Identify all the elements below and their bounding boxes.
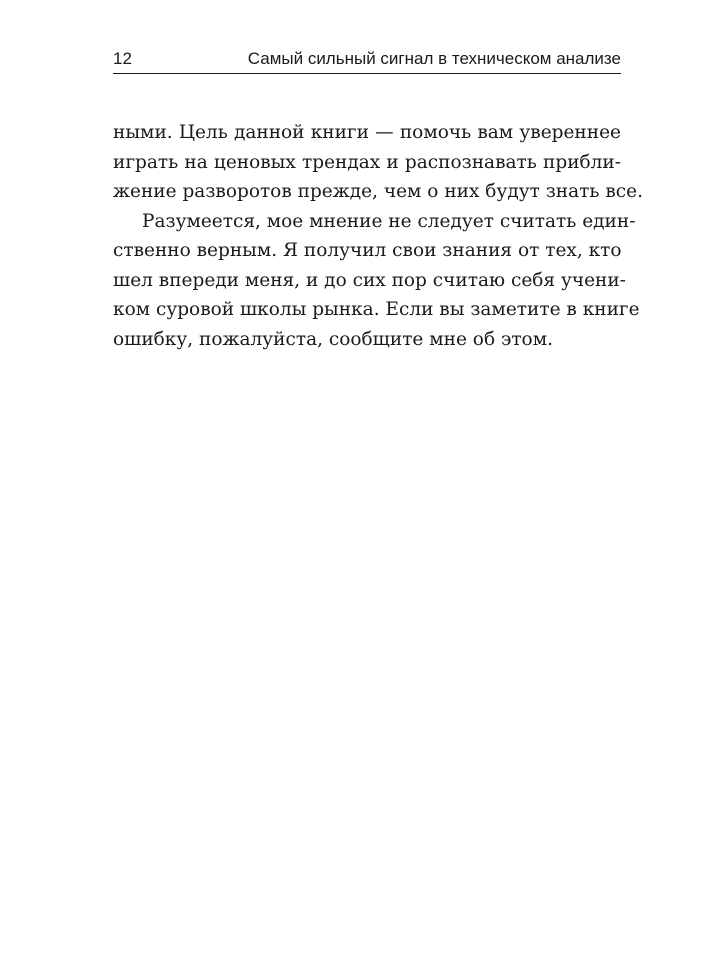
paragraph-2: [113, 207, 640, 355]
page-number: 12: [113, 49, 132, 68]
paragraph-1: [113, 118, 643, 207]
running-head-title: Самый сильный сигнал в техническом анализе: [247, 49, 621, 68]
text-line: ственно верным. Я получил свои знания от тех, кто: [113, 240, 622, 261]
text-line: жение разворотов прежде, чем о них будут знать все.: [113, 181, 643, 202]
body-text: [113, 118, 643, 354]
running-head: [113, 47, 621, 74]
text-line: ком суровой школы рынка. Если вы заметите в книге: [113, 299, 640, 320]
text-line: шел впереди меня, и до сих пор считаю себя учени-: [113, 269, 626, 291]
text-line: играть на ценовых трендах и распознавать прибли-: [113, 151, 621, 173]
text-line: Разумеется, мое мнение не следует считать един-: [142, 210, 636, 232]
text-line: ошибку, пожалуйста, сообщите мне об этом.: [113, 328, 553, 350]
text-line: ными. Цель данной книги — помочь вам увереннее: [113, 122, 621, 143]
